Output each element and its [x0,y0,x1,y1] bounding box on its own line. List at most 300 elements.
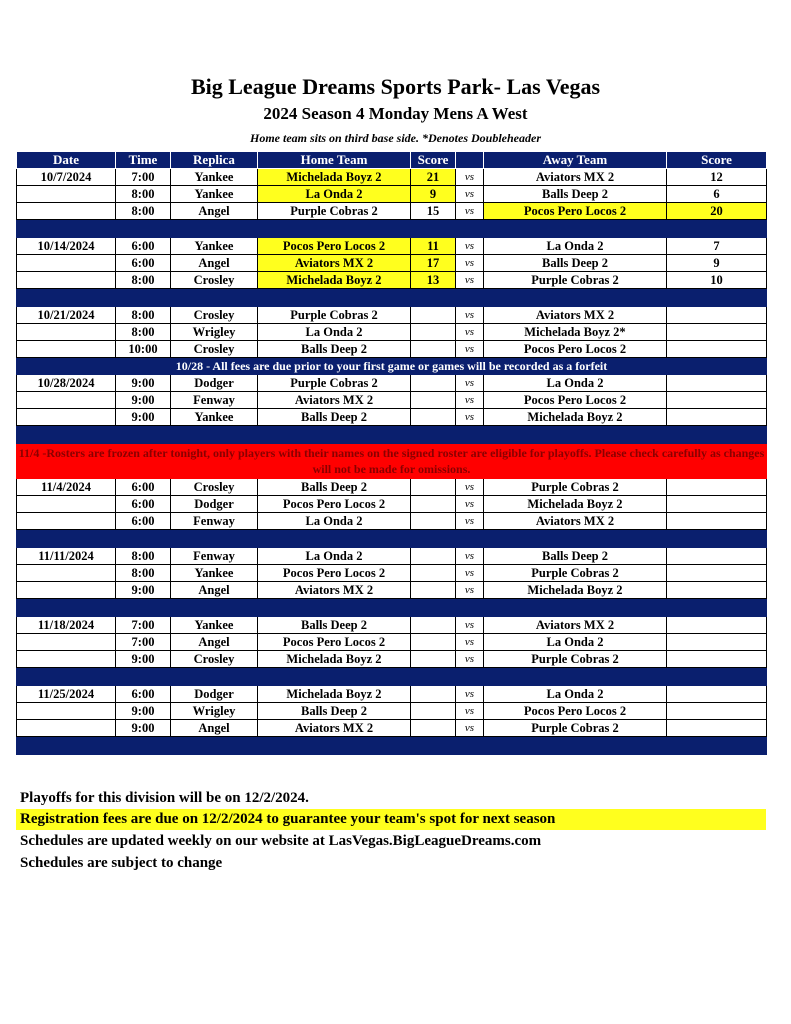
vs-cell: vs [456,496,484,513]
separator-cell [411,220,456,238]
away-team-cell: Balls Deep 2 [484,548,667,565]
table-row [17,686,767,703]
replica-cell: Yankee [171,409,258,426]
away-team-cell: Michelada Boyz 2 [484,409,667,426]
header-away-team: Away Team [484,152,667,169]
table-row [17,169,767,186]
week-separator-row [17,599,767,617]
away-score-cell [667,513,767,530]
home-score-cell [411,392,456,409]
time-cell: 9:00 [116,375,171,392]
home-score-cell: 17 [411,255,456,272]
separator-cell [171,737,258,755]
away-team-cell: Purple Cobras 2 [484,651,667,668]
separator-cell [484,599,667,617]
home-score-cell [411,479,456,496]
home-team-cell: Balls Deep 2 [258,409,411,426]
date-cell [17,392,116,409]
away-score-cell [667,686,767,703]
table-row [17,307,767,324]
schedule-table [16,151,767,755]
home-score-cell [411,565,456,582]
separator-cell [17,668,116,686]
table-row [17,409,767,426]
home-score-cell [411,634,456,651]
table-row [17,186,767,203]
home-team-cell: Aviators MX 2 [258,582,411,599]
home-score-cell: 13 [411,272,456,289]
date-cell [17,651,116,668]
separator-cell [258,737,411,755]
home-score-cell [411,617,456,634]
date-cell: 10/7/2024 [17,169,116,186]
vs-cell: vs [456,617,484,634]
away-score-cell: 6 [667,186,767,203]
home-team-cell: Pocos Pero Locos 2 [258,496,411,513]
page-note: Home team sits on third base side. *Denotes Doubleheader [250,131,541,145]
home-score-cell [411,582,456,599]
time-cell: 6:00 [116,255,171,272]
table-row [17,392,767,409]
time-cell: 7:00 [116,634,171,651]
replica-cell: Crosley [171,651,258,668]
date-cell: 10/21/2024 [17,307,116,324]
away-score-cell: 12 [667,169,767,186]
replica-cell: Yankee [171,169,258,186]
table-row [17,548,767,565]
time-cell: 8:00 [116,307,171,324]
footer-subject: Schedules are subject to change [20,855,223,871]
vs-cell: vs [456,513,484,530]
table-row [17,565,767,582]
separator-cell [171,530,258,548]
table-row [17,479,767,496]
footer-website: Schedules are updated weekly on our website at LasVegas.BigLeagueDreams.com [20,833,542,849]
home-team-cell: Pocos Pero Locos 2 [258,238,411,255]
vs-cell: vs [456,392,484,409]
replica-cell: Wrigley [171,324,258,341]
vs-cell: vs [456,238,484,255]
away-team-cell: Michelada Boyz 2 [484,496,667,513]
separator-cell [258,289,411,307]
separator-cell [17,220,116,238]
vs-cell: vs [456,324,484,341]
table-row [17,341,767,358]
away-score-cell [667,617,767,634]
time-cell: 6:00 [116,479,171,496]
separator-cell [171,289,258,307]
date-cell: 11/11/2024 [17,548,116,565]
away-team-cell: Aviators MX 2 [484,617,667,634]
header-replica: Replica [171,152,258,169]
separator-cell [484,668,667,686]
replica-cell: Dodger [171,375,258,392]
separator-cell [456,530,484,548]
home-score-cell [411,651,456,668]
away-score-cell: 7 [667,238,767,255]
separator-cell [17,426,116,444]
replica-cell: Dodger [171,496,258,513]
table-header-row [17,152,767,169]
time-cell: 8:00 [116,565,171,582]
home-team-cell: Purple Cobras 2 [258,307,411,324]
date-cell [17,496,116,513]
home-score-cell [411,513,456,530]
separator-cell [411,289,456,307]
time-cell: 9:00 [116,703,171,720]
replica-cell: Yankee [171,186,258,203]
separator-cell [667,530,767,548]
date-cell [17,634,116,651]
vs-cell: vs [456,634,484,651]
away-team-cell: La Onda 2 [484,238,667,255]
home-team-cell: Michelada Boyz 2 [258,272,411,289]
date-cell [17,513,116,530]
vs-cell: vs [456,686,484,703]
separator-cell [411,668,456,686]
table-row [17,324,767,341]
home-score-cell: 21 [411,169,456,186]
date-cell [17,324,116,341]
away-team-cell: Purple Cobras 2 [484,272,667,289]
away-team-cell: Michelada Boyz 2* [484,324,667,341]
separator-cell [667,426,767,444]
separator-cell [667,599,767,617]
away-score-cell: 9 [667,255,767,272]
replica-cell: Fenway [171,392,258,409]
separator-cell [667,668,767,686]
vs-cell: vs [456,565,484,582]
home-score-cell [411,324,456,341]
header-home-team: Home Team [258,152,411,169]
home-score-cell [411,341,456,358]
week-separator-row [17,530,767,548]
page-title: Big League Dreams Sports Park- Las Vegas [190,74,601,99]
date-cell [17,186,116,203]
vs-cell: vs [456,582,484,599]
separator-cell [116,530,171,548]
replica-cell: Wrigley [171,703,258,720]
separator-cell [116,668,171,686]
table-row [17,651,767,668]
separator-cell [667,220,767,238]
home-team-cell: Aviators MX 2 [258,720,411,737]
time-cell: 8:00 [116,272,171,289]
home-team-cell: La Onda 2 [258,548,411,565]
separator-cell [456,426,484,444]
time-cell: 9:00 [116,409,171,426]
home-score-cell: 11 [411,238,456,255]
roster-alert-row [17,444,767,479]
vs-cell: vs [456,203,484,220]
separator-cell [456,737,484,755]
replica-cell: Angel [171,582,258,599]
header-time: Time [116,152,171,169]
table-row [17,617,767,634]
separator-cell [116,426,171,444]
time-cell: 8:00 [116,186,171,203]
separator-cell [484,220,667,238]
header-date: Date [17,152,116,169]
fee-notice-row [17,358,767,375]
vs-cell: vs [456,548,484,565]
away-score-cell [667,634,767,651]
home-team-cell: Balls Deep 2 [258,341,411,358]
table-row [17,375,767,392]
date-cell: 11/25/2024 [17,686,116,703]
time-cell: 8:00 [116,203,171,220]
away-score-cell [667,375,767,392]
away-team-cell: La Onda 2 [484,375,667,392]
replica-cell: Crosley [171,272,258,289]
away-score-cell [667,307,767,324]
replica-cell: Yankee [171,238,258,255]
table-row [17,513,767,530]
separator-cell [484,426,667,444]
away-score-cell [667,341,767,358]
separator-cell [258,599,411,617]
away-score-cell [667,703,767,720]
header-home-score: Score [411,152,456,169]
time-cell: 6:00 [116,496,171,513]
away-score-cell [667,565,767,582]
separator-cell [667,737,767,755]
time-cell: 9:00 [116,582,171,599]
home-team-cell: Aviators MX 2 [258,255,411,272]
vs-cell: vs [456,651,484,668]
separator-cell [411,426,456,444]
date-cell [17,203,116,220]
time-cell: 9:00 [116,720,171,737]
home-score-cell [411,496,456,513]
home-team-cell: Purple Cobras 2 [258,375,411,392]
replica-cell: Angel [171,203,258,220]
away-score-cell [667,496,767,513]
away-score-cell: 10 [667,272,767,289]
away-team-cell: Pocos Pero Locos 2 [484,203,667,220]
separator-cell [411,530,456,548]
home-score-cell [411,720,456,737]
home-team-cell: Pocos Pero Locos 2 [258,565,411,582]
week-separator-row [17,220,767,238]
home-score-cell [411,307,456,324]
away-team-cell: La Onda 2 [484,686,667,703]
replica-cell: Fenway [171,513,258,530]
date-cell [17,255,116,272]
away-team-cell: Aviators MX 2 [484,513,667,530]
separator-cell [171,599,258,617]
time-cell: 7:00 [116,169,171,186]
table-row [17,203,767,220]
vs-cell: vs [456,703,484,720]
separator-cell [17,737,116,755]
time-cell: 9:00 [116,651,171,668]
replica-cell: Angel [171,255,258,272]
date-cell: 11/4/2024 [17,479,116,496]
week-separator-row [17,289,767,307]
replica-cell: Fenway [171,548,258,565]
date-cell [17,720,116,737]
separator-cell [484,289,667,307]
date-cell: 10/14/2024 [17,238,116,255]
away-team-cell: Balls Deep 2 [484,255,667,272]
away-team-cell: La Onda 2 [484,634,667,651]
separator-cell [258,668,411,686]
time-cell: 6:00 [116,686,171,703]
separator-cell [484,530,667,548]
away-team-cell: Aviators MX 2 [484,169,667,186]
table-row [17,582,767,599]
home-score-cell [411,548,456,565]
away-score-cell [667,409,767,426]
week-separator-row [17,426,767,444]
home-score-cell [411,703,456,720]
separator-cell [411,737,456,755]
footer-registration: Registration fees are due on 12/2/2024 to guarantee your team's spot for next season [16,809,766,830]
home-score-cell [411,375,456,392]
time-cell: 6:00 [116,238,171,255]
table-row [17,720,767,737]
home-team-cell: Balls Deep 2 [258,617,411,634]
vs-cell: vs [456,375,484,392]
home-team-cell: Pocos Pero Locos 2 [258,634,411,651]
home-team-cell: Michelada Boyz 2 [258,651,411,668]
away-team-cell: Michelada Boyz 2 [484,582,667,599]
home-team-cell: Balls Deep 2 [258,479,411,496]
away-score-cell [667,582,767,599]
date-cell: 11/18/2024 [17,617,116,634]
separator-cell [17,530,116,548]
home-team-cell: La Onda 2 [258,324,411,341]
home-team-cell: La Onda 2 [258,186,411,203]
home-score-cell [411,409,456,426]
table-row [17,496,767,513]
week-separator-row [17,668,767,686]
away-team-cell: Pocos Pero Locos 2 [484,392,667,409]
vs-cell: vs [456,307,484,324]
table-row [17,255,767,272]
vs-cell: vs [456,272,484,289]
home-score-cell: 15 [411,203,456,220]
replica-cell: Crosley [171,307,258,324]
date-cell [17,565,116,582]
home-team-cell: La Onda 2 [258,513,411,530]
away-score-cell: 20 [667,203,767,220]
page-subtitle: 2024 Season 4 Monday Mens A West [263,104,528,123]
separator-cell [456,289,484,307]
time-cell: 7:00 [116,617,171,634]
replica-cell: Yankee [171,617,258,634]
time-cell: 8:00 [116,548,171,565]
separator-cell [116,220,171,238]
separator-cell [456,599,484,617]
separator-cell [456,668,484,686]
separator-cell [456,220,484,238]
away-team-cell: Purple Cobras 2 [484,479,667,496]
week-separator-row [17,737,767,755]
separator-cell [116,289,171,307]
home-team-cell: Aviators MX 2 [258,392,411,409]
away-score-cell [667,720,767,737]
fee-notice-text: 10/28 - All fees are due prior to your first game or games will be recorded as a forfeit [17,358,767,375]
separator-cell [667,289,767,307]
date-cell [17,341,116,358]
header-vs [456,152,484,169]
vs-cell: vs [456,341,484,358]
home-team-cell: Michelada Boyz 2 [258,169,411,186]
separator-cell [171,426,258,444]
away-team-cell: Pocos Pero Locos 2 [484,341,667,358]
away-team-cell: Aviators MX 2 [484,307,667,324]
home-team-cell: Purple Cobras 2 [258,203,411,220]
separator-cell [411,599,456,617]
date-cell [17,582,116,599]
home-score-cell: 9 [411,186,456,203]
replica-cell: Crosley [171,479,258,496]
away-score-cell [667,479,767,496]
replica-cell: Dodger [171,686,258,703]
home-team-cell: Balls Deep 2 [258,703,411,720]
away-score-cell [667,324,767,341]
date-cell [17,272,116,289]
date-cell [17,703,116,720]
time-cell: 6:00 [116,513,171,530]
date-cell [17,409,116,426]
separator-cell [258,426,411,444]
replica-cell: Angel [171,720,258,737]
replica-cell: Angel [171,634,258,651]
vs-cell: vs [456,479,484,496]
vs-cell: vs [456,409,484,426]
home-score-cell [411,686,456,703]
separator-cell [171,668,258,686]
away-score-cell [667,548,767,565]
vs-cell: vs [456,186,484,203]
header-away-score: Score [667,152,767,169]
away-score-cell [667,392,767,409]
away-score-cell [667,651,767,668]
separator-cell [17,289,116,307]
separator-cell [484,737,667,755]
away-team-cell: Pocos Pero Locos 2 [484,703,667,720]
vs-cell: vs [456,255,484,272]
home-team-cell: Michelada Boyz 2 [258,686,411,703]
separator-cell [171,220,258,238]
away-team-cell: Purple Cobras 2 [484,565,667,582]
time-cell: 10:00 [116,341,171,358]
separator-cell [116,599,171,617]
date-cell: 10/28/2024 [17,375,116,392]
footer-playoffs: Playoffs for this division will be on 12/2/2024. [20,790,309,806]
table-row [17,238,767,255]
vs-cell: vs [456,169,484,186]
away-team-cell: Balls Deep 2 [484,186,667,203]
separator-cell [17,599,116,617]
away-team-cell: Purple Cobras 2 [484,720,667,737]
separator-cell [258,220,411,238]
replica-cell: Yankee [171,565,258,582]
time-cell: 8:00 [116,324,171,341]
replica-cell: Crosley [171,341,258,358]
separator-cell [116,737,171,755]
vs-cell: vs [456,720,484,737]
roster-alert-text: 11/4 -Rosters are frozen after tonight, only players with their names on the signed roster are eligible for playoffs. Please check carefully as changes will not be made for omissions. [17,444,767,479]
table-row [17,272,767,289]
table-row [17,703,767,720]
table-row [17,634,767,651]
separator-cell [258,530,411,548]
time-cell: 9:00 [116,392,171,409]
